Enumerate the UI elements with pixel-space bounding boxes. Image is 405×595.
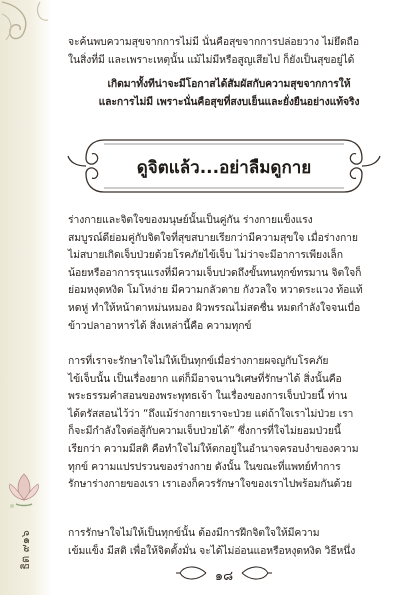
section-title: ดูจิตแล้ว...อย่าลืมดูกาย [136,158,312,178]
highlight-paragraph: เกิดมาทั้งทีน่าจะมีโอกาสได้สัมผัสกับความสุขจากการให้ และการไม่มี เพราะนั่นคือสุขที่สงบเย็นและยั่งยืนอย่างแท้จริง [98,78,360,108]
body-paragraph-3: การรักษาใจไม่ให้เป็นทุกข์นั้น ต้องมีการฝึกจิตใจให้มีความ เข้มแข็ง มีสติ เพื่อให้จิตตั้งมั่น จะได้ไม่อ่อนแอหรือหงุดหงิด วิธีหนึ่ง [68,527,356,557]
side-page-label [14,512,36,588]
corner-flourish-icon [0,0,52,60]
page-number: ๑๘ [214,569,234,584]
body-paragraph-2: การที่เราจะรักษาใจไม่ให้เป็นทุกข์เมื่อร่างกายผจญกับโรคภัย ไข้เจ็บนั้น เป็นเรื่องยาก แต่ก็มีอาจนานวิเศษที่รักษาได้ สิ่งนั้นคือ พระธรรมคำสอนของพระพุทธเจ้า ในเรื่องของการเจ็บป่วยนี้ ท่าน ได้ตรัสสอนไว้ว่า “ถึงแม้ร่างกายเราจะป่วย แต่ถ้าใจเราไม่ป่วย เรา ก็จะมีกำลังใจต่อสู้กับความเจ็บป่วยได้” ซึ่งการที่ใจไม่ยอมป่วยนี้ เรียกว่า ความมีสติ คือทำใจไม่ให้ตกอยู่ในอำนาจครอบงำของความ ทุกข์ ความแปรปรวนของร่างกาย ดังนั้น ในขณะที่แพทย์ทำการ รักษาร่างกายของเรา เราเองก็ควรรักษาใจของเราไปพร้อมกันด้วย [68,355,359,491]
body-paragraph-1: ร่างกายและจิตใจของมนุษย์นั้นเป็นคู่กัน ร่างกายแข็งแรง สมบูรณ์ดีย่อมคู่กับจิตใจที่สุขสบายเรียกว่ามีความสุขใจ เมื่อร่างกาย ไม่สบายเกิดเจ็บป่วยด้วยโรคภัยไข้เจ็บ ไม่ว่าจะมีอาการเพียงเล็ก น้อยหรืออาการรุนแรงที่มีความเจ็บปวดถึงขั้นทนทุกข์ทรมาน จิตใจก็ ย่อมหงุดหงิด โมโหง่าย มีความกลัวตาย กังวลใจ หวาดระแวง ท้อแท้ หดหู่ ทำให้หน้าตาหม่นหมอง ผิวพรรณไม่สดชื่น หมดกำลังใจจนเบื่อ ข้าวปลาอาหารได้ สิ่งเหล่านี้คือ ความทุกข์ [68,214,363,332]
lotus-flower-icon [4,468,44,512]
intro-paragraph: จะค้นพบความสุขจากการไม่มี นั่นคือสุขจากการปล่อยวาง ไม่ยึดถือ ในสิ่งที่มี และเพราะเหตุนั้น แม้ไม่มีหรือสูญเสียไป ก็ยังเป็นสุขอยู่ได้ [68,36,359,66]
section-title-banner [64,134,384,198]
page-number-ornament [176,560,272,586]
side-page-label-text: ธิต ๙๑๖ [19,530,32,570]
